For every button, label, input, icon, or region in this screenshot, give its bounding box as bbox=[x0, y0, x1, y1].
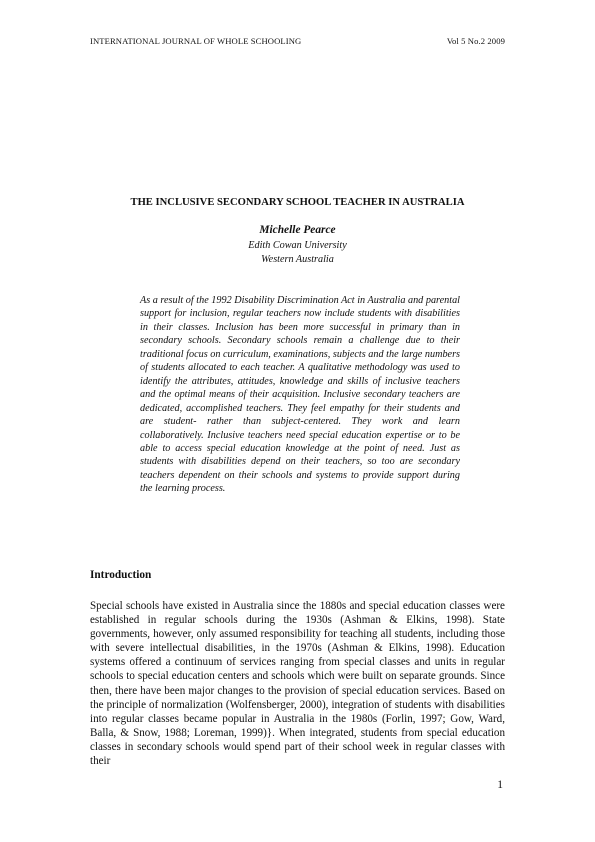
abstract: As a result of the 1992 Disability Discrimination Act in Australia and parental support for inclusion, regular teachers now include students with disabilities in their classes. Inclusion has been more successful in primary than in secondary schools. Secondary schools remain a challenge due to their traditional focus on curriculum, examinations, subjects and the large numbers of students allocated to each teacher. A qualitative methodology was used to identify the attributes, attitudes, knowledge and skills of inclusive teachers and the optimal means of their acquisition. Inclusive secondary teachers are dedicated, accomplished teachers. They feel empathy for their students and are student- rather than subject-centered. They work and learn collaboratively. Inclusive teachers need special education expertise or to be able to access special education knowledge at the point of need. Just as students with disabilities depend on their teachers, so too are secondary teachers dependent on their schools and systems to provide support during the learning process. bbox=[140, 295, 460, 495]
issue-label: Vol 5 No.2 2009 bbox=[446, 36, 505, 46]
author-affiliation-university: Edith Cowan University bbox=[248, 240, 347, 251]
author-affiliation-region: Western Australia bbox=[261, 254, 334, 265]
running-head bbox=[90, 36, 505, 46]
journal-name: INTERNATIONAL JOURNAL OF WHOLE SCHOOLING bbox=[90, 36, 302, 46]
author-name: Michelle Pearce bbox=[259, 224, 336, 236]
page-number: 1 bbox=[497, 779, 503, 791]
section-heading-introduction: Introduction bbox=[90, 569, 152, 581]
article-title: THE INCLUSIVE SECONDARY SCHOOL TEACHER IN AUSTRALIA bbox=[130, 197, 465, 208]
introduction-paragraph: Special schools have existed in Australia since the 1880s and special education classes were established in regular schools during the 1930s (Ashman & Elkins, 1998). State governments, however, only assumed responsibility for teaching all students, including those with severe intellectual disabilities, in the 1970s (Ashman & Elkins, 1998). Education systems offered a continuum of services ranging from special classes and units in regular schools to special education centers and schools which were built on separate grounds. Since then, there have been major changes to the provision of special education services. Based on the principle of normalization (Wolfensberger, 2000), integration of students with disabilities into regular classes became popular in Australia in the 1980s (Forlin, 1997; Gow, Ward, Balla, & Snow, 1988; Loreman, 1999)}. When integrated, students from special education classes in secondary schools would spend part of their school week in regular classes with their bbox=[90, 600, 505, 768]
